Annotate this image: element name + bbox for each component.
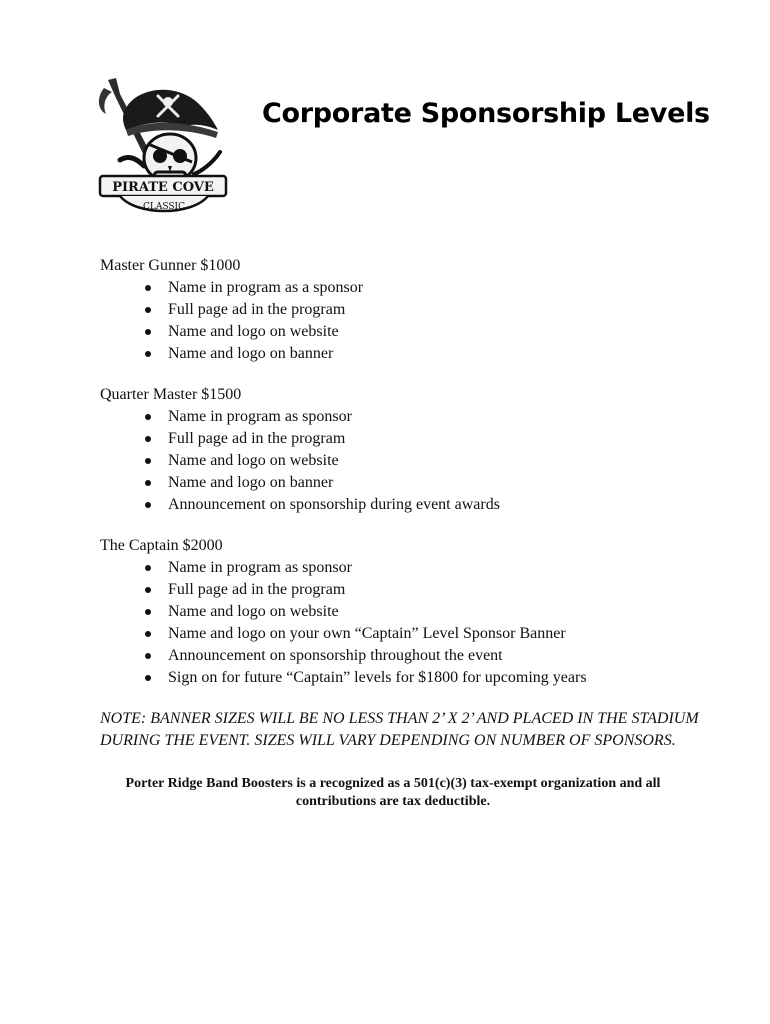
benefit-list xyxy=(100,406,700,516)
benefit-item: Name and logo on website xyxy=(168,321,700,343)
level-heading: The Captain $2000 xyxy=(100,537,223,554)
benefit-list xyxy=(100,557,700,689)
svg-text:PIRATE COVE: PIRATE COVE xyxy=(112,180,214,195)
page-title: Corporate Sponsorship Levels xyxy=(262,98,710,129)
pirate-skull-icon xyxy=(96,74,232,220)
sponsorship-content xyxy=(100,255,700,811)
benefit-item: Name and logo on your own “Captain” Level Sponsor Banner xyxy=(168,623,700,645)
pirate-cove-logo xyxy=(96,74,232,220)
benefit-item: Name in program as sponsor xyxy=(168,557,700,579)
benefit-item: Name in program as a sponsor xyxy=(168,277,700,299)
benefit-item: Announcement on sponsorship during event awards xyxy=(168,494,700,516)
tax-exempt-footer: Porter Ridge Band Boosters is a recognized as a 501(c)(3) tax-exempt organization and all contributions are tax deductible. xyxy=(125,776,661,809)
benefit-item: Name and logo on banner xyxy=(168,472,700,494)
sponsorship-levels xyxy=(100,255,700,689)
benefit-item: Name and logo on banner xyxy=(168,343,700,365)
benefit-list xyxy=(100,277,700,365)
benefit-item: Announcement on sponsorship throughout the event xyxy=(168,645,700,667)
level-heading: Quarter Master $1500 xyxy=(100,386,242,403)
benefit-item: Sign on for future “Captain” levels for $1800 for upcoming years xyxy=(168,667,700,689)
level-heading: Master Gunner $1000 xyxy=(100,257,241,274)
benefit-item: Name in program as sponsor xyxy=(168,406,700,428)
benefit-item: Full page ad in the program xyxy=(168,299,700,321)
benefit-item: Name and logo on website xyxy=(168,450,700,472)
sponsorship-level xyxy=(100,384,700,516)
sponsorship-level xyxy=(100,535,700,689)
banner-note: NOTE: BANNER SIZES WILL BE NO LESS THAN 2’ X 2’ AND PLACED IN THE STADIUM DURING THE EVENT. SIZES WILL VARY DEPENDING ON NUMBER OF SPONSORS. xyxy=(100,710,699,749)
sponsorship-level xyxy=(100,255,700,365)
benefit-item: Full page ad in the program xyxy=(168,428,700,450)
svg-text:CLASSIC: CLASSIC xyxy=(143,202,185,212)
benefit-item: Name and logo on website xyxy=(168,601,700,623)
benefit-item: Full page ad in the program xyxy=(168,579,700,601)
